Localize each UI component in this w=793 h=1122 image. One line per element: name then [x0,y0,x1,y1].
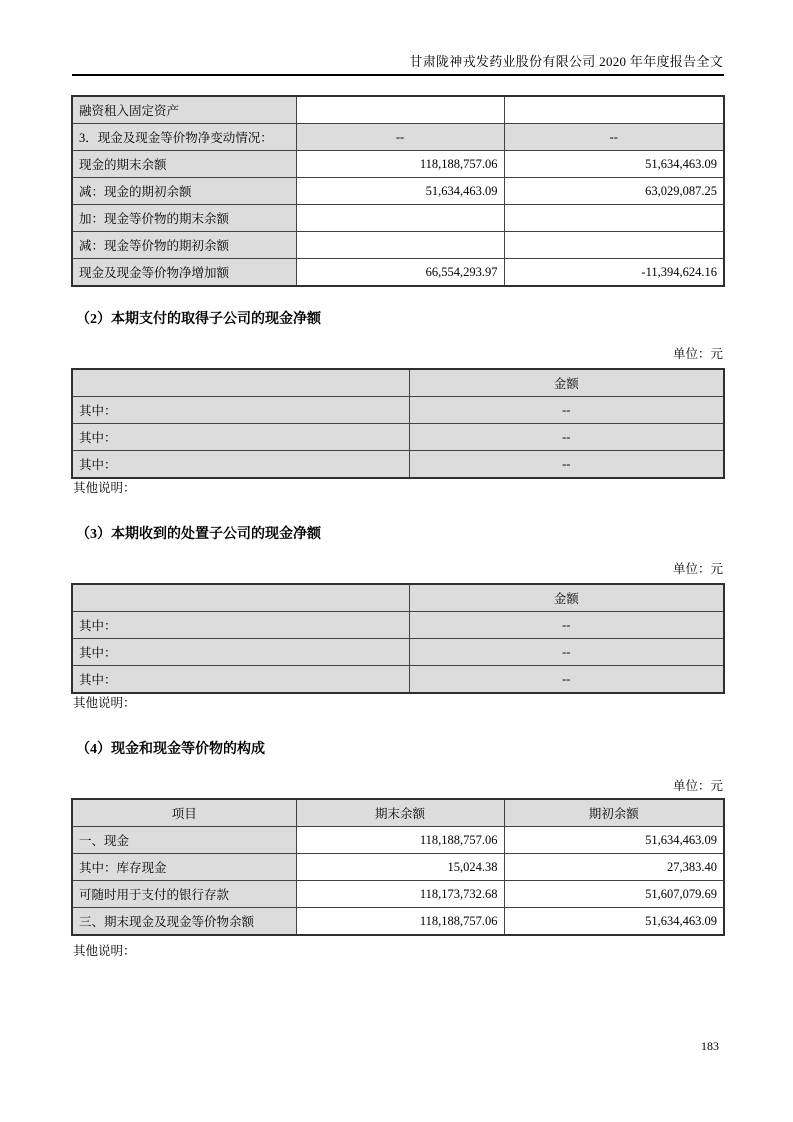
table-row [72,151,724,178]
amount-cell: -- [409,397,724,424]
begin-balance-cell: 51,634,463.09 [504,908,724,936]
begin-balance-cell: -- [504,124,724,151]
table-row [72,96,724,124]
table-row [72,666,724,694]
item-header-cell: 项目 [72,799,296,827]
row-label: 现金及现金等价物净增加额 [72,259,296,287]
table-row [72,205,724,232]
section-2-title: （2）本期支付的取得子公司的现金净额 [76,312,321,327]
table-row [72,124,724,151]
table-row [72,397,724,424]
row-label: 其中： [72,612,409,639]
table-row [72,612,724,639]
table-row [72,881,724,908]
row-label: 三、期末现金及现金等价物余额 [72,908,296,936]
table-row [72,908,724,936]
end-balance-cell: 118,188,757.06 [296,151,504,178]
begin-balance-cell [504,205,724,232]
begin-balance-cell: 51,607,079.69 [504,881,724,908]
begin-balance-cell [504,232,724,259]
row-label: 可随时用于支付的银行存款 [72,881,296,908]
cash-change-table [71,95,725,287]
cash-composition-table [71,798,725,936]
disposed-subsidiary-cash-table [71,583,725,694]
section-4-title: （4）现金和现金等价物的构成 [76,742,265,757]
amount-cell: -- [409,424,724,451]
amount-header-cell: 金额 [409,369,724,397]
begin-balance-cell: 51,634,463.09 [504,151,724,178]
table-row [72,854,724,881]
end-balance-cell: 118,173,732.68 [296,881,504,908]
row-label: 加：现金等价物的期末余额 [72,205,296,232]
amount-cell: -- [409,666,724,694]
begin-balance-cell: -11,394,624.16 [504,259,724,287]
table-row [72,639,724,666]
begin-balance-cell: 27,383.40 [504,854,724,881]
end-balance-cell [296,232,504,259]
row-label: 融资租入固定资产 [72,96,296,124]
report-header: 甘肃陇神戎发药业股份有限公司 2020 年年度报告全文 [409,54,723,69]
begin-balance-cell: 51,634,463.09 [504,827,724,854]
row-label: 其中： [72,666,409,694]
row-label: 现金的期末余额 [72,151,296,178]
section-4-unit-label: 单位：元 [672,779,723,793]
row-label: 3．现金及现金等价物净变动情况： [72,124,296,151]
amount-cell: -- [409,451,724,479]
end-balance-header-cell: 期末余额 [296,799,504,827]
end-balance-cell [296,205,504,232]
end-balance-cell: -- [296,124,504,151]
row-label: 其中： [72,639,409,666]
section-2-other-note: 其他说明： [73,481,136,495]
row-label: 减：现金的期初余额 [72,178,296,205]
amount-cell: -- [409,639,724,666]
end-balance-cell: 118,188,757.06 [296,827,504,854]
row-label: 其中： [72,397,409,424]
end-balance-cell: 51,634,463.09 [296,178,504,205]
table-row [72,232,724,259]
table-row [72,178,724,205]
begin-balance-header-cell: 期初余额 [504,799,724,827]
page-number: 183 [701,1039,719,1053]
row-label: 一、现金 [72,827,296,854]
table-header-row [72,584,724,612]
begin-balance-cell [504,96,724,124]
section-3-other-note: 其他说明： [73,696,136,710]
table-row [72,451,724,479]
row-label: 其中： [72,424,409,451]
table-header-row [72,799,724,827]
header-rule [72,74,724,76]
end-balance-cell: 66,554,293.97 [296,259,504,287]
section-3-unit-label: 单位：元 [672,562,723,576]
begin-balance-cell: 63,029,087.25 [504,178,724,205]
end-balance-cell [296,96,504,124]
table-row [72,827,724,854]
acquired-subsidiary-cash-table [71,368,725,479]
blank-header-cell [72,369,409,397]
row-label: 其中：库存现金 [72,854,296,881]
amount-header-cell: 金额 [409,584,724,612]
end-balance-cell: 118,188,757.06 [296,908,504,936]
amount-cell: -- [409,612,724,639]
table-row [72,424,724,451]
table-header-row [72,369,724,397]
section-4-other-note: 其他说明： [73,944,136,958]
row-label: 其中： [72,451,409,479]
blank-header-cell [72,584,409,612]
end-balance-cell: 15,024.38 [296,854,504,881]
section-2-unit-label: 单位：元 [672,347,723,361]
section-3-title: （3）本期收到的处置子公司的现金净额 [76,527,321,542]
table-row [72,259,724,287]
row-label: 减：现金等价物的期初余额 [72,232,296,259]
